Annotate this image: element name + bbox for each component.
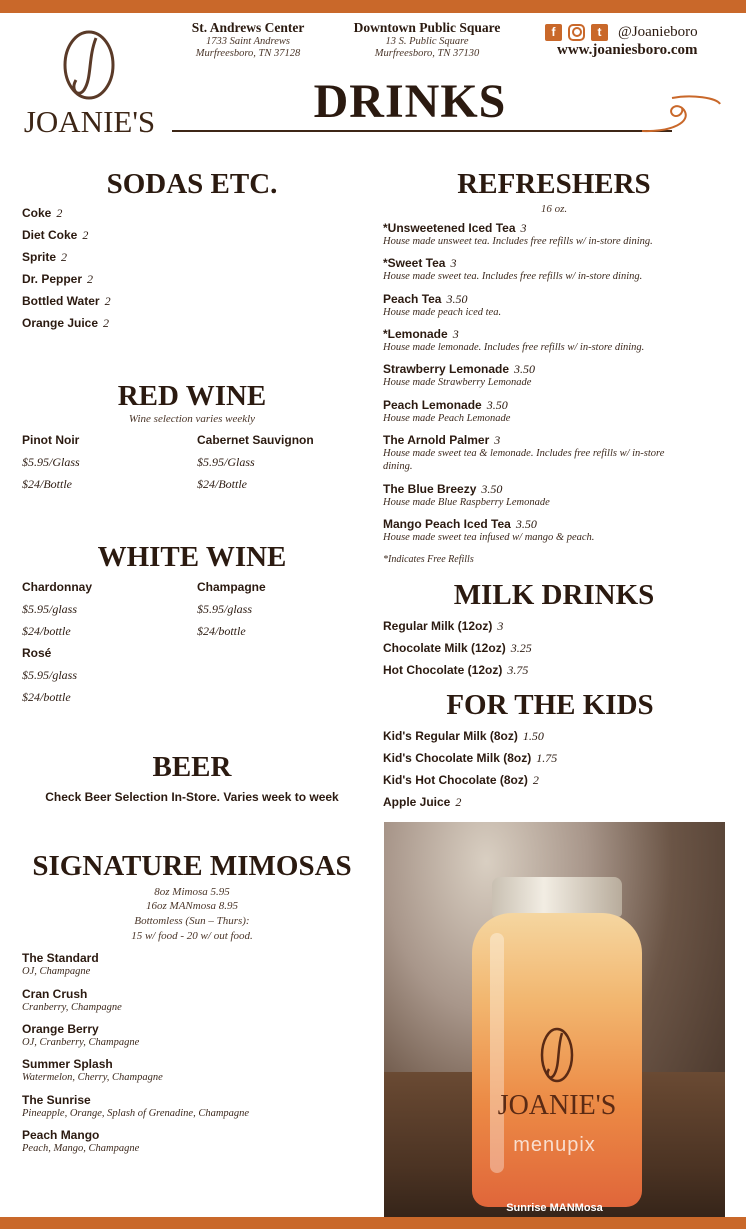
menu-item bbox=[22, 206, 62, 221]
item-desc: House made Peach Lemonade bbox=[383, 413, 511, 424]
item-name: Kid's Chocolate Milk (8oz) bbox=[383, 751, 532, 765]
jar-body bbox=[472, 913, 642, 1207]
item-desc: House made lemonade. Includes free refills w/ in-store dining. bbox=[383, 342, 645, 353]
location-city: Murfreesboro, TN 37130 bbox=[374, 48, 480, 59]
wine-name: Cabernet Sauvignon bbox=[197, 433, 314, 447]
menu-item bbox=[22, 250, 67, 265]
item-price: 2 bbox=[104, 294, 111, 308]
title-swash-decoration bbox=[172, 92, 724, 137]
page-title: DRINKS bbox=[313, 75, 507, 128]
mimosa-desc: Watermelon, Cherry, Champagne bbox=[22, 1072, 163, 1083]
wine-glass-price: $5.95/Glass bbox=[22, 455, 80, 469]
wine-glass-price: $5.95/Glass bbox=[197, 455, 255, 469]
item-name: *Unsweetened Iced Tea bbox=[383, 221, 516, 235]
item-price: 2 bbox=[455, 795, 462, 809]
wine-name: Chardonnay bbox=[22, 580, 93, 594]
item-desc: House made sweet tea. Includes free refills w/ in-store dining. bbox=[383, 271, 643, 282]
item-name: Mango Peach Iced Tea bbox=[383, 517, 511, 531]
watermark-text: menupix bbox=[513, 1134, 596, 1156]
location-st-andrews bbox=[163, 20, 333, 60]
menu-item bbox=[383, 795, 461, 810]
social-links bbox=[545, 22, 698, 42]
menu-item bbox=[383, 433, 500, 448]
mimosa-name: Orange Berry bbox=[22, 1022, 99, 1036]
section-subtitle: 16 oz. bbox=[540, 203, 568, 215]
facebook-icon[interactable]: f bbox=[545, 24, 562, 41]
item-name: Peach Lemonade bbox=[383, 398, 482, 412]
jar-logo-j-icon bbox=[537, 1025, 577, 1085]
item-price: 2 bbox=[103, 316, 110, 330]
item-price: 3.25 bbox=[510, 641, 532, 655]
wine-name: Champagne bbox=[197, 580, 266, 594]
menu-item bbox=[383, 482, 502, 497]
wine-bottle-price: $24/bottle bbox=[22, 624, 71, 638]
mimosa-desc: Pineapple, Orange, Splash of Grenadine, Champagne bbox=[22, 1108, 250, 1119]
mimosa-name: Peach Mango bbox=[22, 1128, 100, 1142]
menu-item bbox=[383, 619, 503, 634]
item-price: 3.50 bbox=[481, 482, 503, 496]
wine-glass-price: $5.95/glass bbox=[22, 602, 78, 616]
item-name: *Lemonade bbox=[383, 327, 448, 341]
mimosa-pricing: Bottomless (Sun – Thurs): bbox=[134, 915, 250, 927]
item-desc: House made peach iced tea. bbox=[383, 307, 502, 318]
social-handle[interactable]: @Joanieboro bbox=[618, 23, 698, 40]
menu-item bbox=[383, 221, 527, 236]
mimosa-desc: Cranberry, Champagne bbox=[22, 1002, 122, 1013]
location-address: 1733 Saint Andrews bbox=[205, 36, 290, 47]
mimosa-jar-photo bbox=[384, 822, 725, 1217]
beer-note: Check Beer Selection In-Store. Varies week to week bbox=[45, 790, 339, 804]
section-title-red-wine: RED WINE bbox=[117, 380, 267, 412]
jar-brand-text: JOANIE'S bbox=[497, 1090, 617, 1121]
item-name: Kid's Hot Chocolate (8oz) bbox=[383, 773, 528, 787]
mimosa-pricing: 8oz Mimosa 5.95 bbox=[154, 886, 230, 898]
item-price: 3 bbox=[494, 433, 501, 447]
menu-item bbox=[383, 729, 544, 744]
mimosa-desc: Peach, Mango, Champagne bbox=[22, 1143, 140, 1154]
menu-item bbox=[383, 751, 557, 766]
mimosa-name: Summer Splash bbox=[22, 1057, 113, 1071]
section-title-white-wine: WHITE WINE bbox=[97, 541, 287, 573]
item-price: 2 bbox=[532, 773, 539, 787]
location-name: Downtown Public Square bbox=[353, 20, 501, 35]
item-name: Dr. Pepper bbox=[22, 272, 83, 286]
section-title-kids: FOR THE KIDS bbox=[446, 689, 654, 721]
menu-item bbox=[383, 517, 537, 532]
website-link[interactable]: www.joaniesboro.com bbox=[557, 42, 698, 58]
item-price: 2 bbox=[56, 206, 63, 220]
section-title-milk-drinks: MILK DRINKS bbox=[453, 579, 655, 611]
item-name: Hot Chocolate (12oz) bbox=[383, 663, 503, 677]
wine-bottle-price: $24/bottle bbox=[197, 624, 246, 638]
item-name: Apple Juice bbox=[383, 795, 451, 809]
logo-j-mark-icon bbox=[58, 28, 120, 102]
photo-caption: Sunrise MANMosa bbox=[506, 1202, 603, 1214]
location-city: Murfreesboro, TN 37128 bbox=[195, 48, 301, 59]
mimosa-pricing: 16oz MANmosa 8.95 bbox=[146, 900, 238, 912]
item-desc: House made Strawberry Lemonade bbox=[383, 377, 532, 388]
item-name: Orange Juice bbox=[22, 316, 99, 330]
wine-name: Rosé bbox=[22, 646, 52, 660]
item-price: 2 bbox=[87, 272, 94, 286]
wine-name: Pinot Noir bbox=[22, 433, 80, 447]
item-name: Regular Milk (12oz) bbox=[383, 619, 493, 633]
item-price: 3 bbox=[497, 619, 504, 633]
item-name: Kid's Regular Milk (8oz) bbox=[383, 729, 518, 743]
item-desc: House made sweet tea & lemonade. Includes free refills w/ in-store bbox=[383, 448, 665, 459]
item-price: 3 bbox=[520, 221, 527, 235]
item-desc: House made Blue Raspberry Lemonade bbox=[383, 497, 550, 508]
mimosa-desc: OJ, Cranberry, Champagne bbox=[22, 1037, 140, 1048]
menu-item bbox=[383, 256, 456, 271]
top-accent-bar bbox=[0, 0, 746, 13]
item-price: 1.75 bbox=[536, 751, 558, 765]
item-price: 1.50 bbox=[522, 729, 544, 743]
item-desc: House made sweet tea infused w/ mango & peach. bbox=[383, 532, 595, 543]
item-price: 3.75 bbox=[507, 663, 529, 677]
menu-item bbox=[383, 398, 508, 413]
item-name: Coke bbox=[22, 206, 52, 220]
wine-bottle-price: $24/Bottle bbox=[22, 477, 72, 491]
menu-item bbox=[383, 773, 539, 788]
wine-bottle-price: $24/bottle bbox=[22, 690, 71, 704]
menu-item bbox=[383, 362, 535, 377]
twitter-icon[interactable]: t bbox=[591, 24, 608, 41]
free-refills-note: *Indicates Free Refills bbox=[383, 554, 474, 565]
mimosa-name: Cran Crush bbox=[22, 987, 88, 1001]
item-desc: House made unsweet tea. Includes free refills w/ in-store dining. bbox=[383, 236, 653, 247]
menu-item bbox=[383, 663, 528, 678]
item-name: Bottled Water bbox=[22, 294, 100, 308]
menu-item bbox=[22, 316, 109, 331]
location-address: 13 S. Public Square bbox=[385, 36, 469, 47]
mimosa-name: The Standard bbox=[22, 951, 99, 965]
jar-logo bbox=[472, 1025, 642, 1122]
item-desc-continued: dining. bbox=[383, 461, 413, 472]
menu-item bbox=[383, 641, 532, 656]
mimosa-name: The Sunrise bbox=[22, 1093, 91, 1107]
item-name: Sprite bbox=[22, 250, 57, 264]
item-price: 2 bbox=[82, 228, 89, 242]
section-title-beer: BEER bbox=[152, 751, 232, 783]
location-name: St. Andrews Center bbox=[191, 20, 305, 35]
item-name: The Blue Breezy bbox=[383, 482, 477, 496]
bottom-accent-bar bbox=[0, 1217, 746, 1229]
wine-glass-price: $5.95/glass bbox=[197, 602, 253, 616]
item-price: 2 bbox=[61, 250, 68, 264]
mimosa-desc: OJ, Champagne bbox=[22, 966, 91, 977]
wine-bottle-price: $24/Bottle bbox=[197, 477, 247, 491]
menu-item bbox=[383, 327, 459, 342]
item-name: *Sweet Tea bbox=[383, 256, 446, 270]
mason-jar bbox=[472, 877, 642, 1207]
section-subtitle: Wine selection varies weekly bbox=[128, 413, 256, 425]
section-title-sodas: SODAS ETC. bbox=[106, 168, 278, 200]
item-price: 3 bbox=[452, 327, 459, 341]
item-name: Diet Coke bbox=[22, 228, 78, 242]
item-name: The Arnold Palmer bbox=[383, 433, 490, 447]
mimosa-pricing: 15 w/ food - 20 w/ out food. bbox=[131, 930, 253, 942]
item-name: Strawberry Lemonade bbox=[383, 362, 510, 376]
menu-item bbox=[383, 292, 467, 307]
menu-item bbox=[22, 228, 88, 243]
item-name: Peach Tea bbox=[383, 292, 442, 306]
section-title-mimosas: SIGNATURE MIMOSAS bbox=[32, 850, 352, 882]
menu-item bbox=[22, 294, 111, 309]
item-price: 3.50 bbox=[514, 362, 536, 376]
jar-lid bbox=[492, 877, 622, 917]
item-price: 3 bbox=[450, 256, 457, 270]
joanies-logo bbox=[22, 28, 157, 143]
wine-glass-price: $5.95/glass bbox=[22, 668, 78, 682]
item-price: 3.50 bbox=[515, 517, 537, 531]
item-price: 3.50 bbox=[486, 398, 508, 412]
item-name: Chocolate Milk (12oz) bbox=[383, 641, 506, 655]
section-title-refreshers: REFRESHERS bbox=[457, 168, 651, 200]
item-price: 3.50 bbox=[446, 292, 468, 306]
instagram-icon[interactable] bbox=[568, 24, 585, 41]
menu-item bbox=[22, 272, 93, 287]
logo-brand-text: JOANIE'S bbox=[23, 104, 156, 139]
location-downtown bbox=[342, 20, 512, 60]
